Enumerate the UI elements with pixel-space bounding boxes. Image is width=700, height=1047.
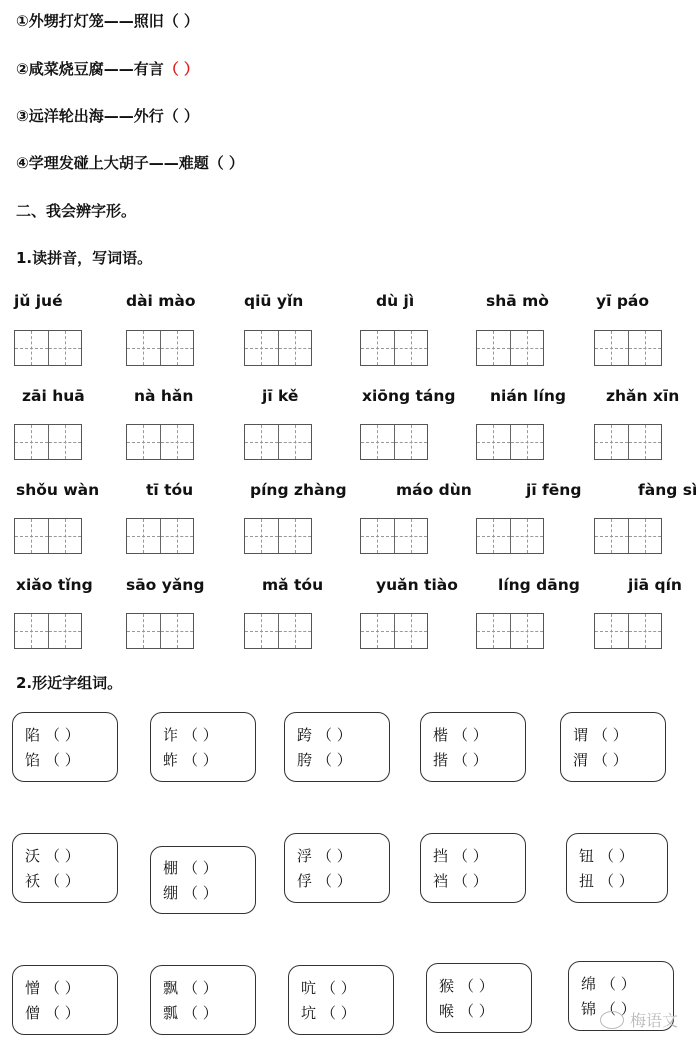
writing-cell[interactable] [15,331,48,365]
character: 钮 [579,847,595,865]
answer-blank[interactable]: （ ） [453,872,488,890]
writing-cell[interactable] [595,331,628,365]
answer-blank[interactable]: （ ） [593,751,628,769]
writing-grid[interactable] [594,518,662,554]
character: 胯 [297,751,313,769]
char-row [579,845,667,866]
char-row [433,724,525,745]
pinyin-label: dài mào [126,292,196,310]
writing-cell[interactable] [595,614,628,648]
answer-paren: （ ） [163,12,199,30]
riddle-text: ②咸菜烧豆腐——有言 [16,60,164,78]
writing-grid[interactable] [360,613,428,649]
writing-cell[interactable] [160,614,194,648]
character: 猴 [439,977,455,995]
char-pair-box [566,833,668,903]
char-pair-box [288,965,394,1035]
char-row [433,845,525,866]
character: 陷 [25,726,41,744]
pinyin-label: dù jì [376,292,415,310]
writing-cell[interactable] [15,614,48,648]
writing-grid[interactable] [126,518,194,554]
pinyin-label: xiōng táng [362,387,456,405]
riddle-4 [16,152,244,173]
writing-cell[interactable] [160,331,194,365]
char-row [579,870,667,891]
char-row [433,749,525,770]
character: 瓢 [163,1004,179,1022]
writing-grid[interactable] [594,330,662,366]
char-pair-box [420,833,526,903]
writing-grid[interactable] [126,613,194,649]
writing-cell[interactable] [361,331,394,365]
answer-blank[interactable]: （ ） [601,1000,636,1018]
writing-grid[interactable] [594,613,662,649]
writing-cell[interactable] [595,519,628,553]
answer-blank[interactable]: （ ） [45,847,80,865]
char-row [163,882,255,903]
pinyin-label: nián líng [490,387,566,405]
writing-cell[interactable] [245,331,278,365]
writing-cell[interactable] [595,425,628,459]
pinyin-label: jī kě [262,387,299,405]
answer-blank[interactable]: （ ） [317,726,352,744]
writing-cell[interactable] [510,331,544,365]
char-pair-box [150,965,256,1035]
answer-blank[interactable]: （ ） [459,977,494,995]
writing-grid[interactable] [476,518,544,554]
character: 绷 [163,884,179,902]
character: 绵 [581,975,597,993]
pinyin-label: nà hǎn [134,387,194,405]
char-row [25,749,117,770]
riddle-2 [16,58,199,79]
writing-cell[interactable] [245,519,278,553]
writing-cell[interactable] [510,519,544,553]
writing-cell[interactable] [15,519,48,553]
riddle-text: ④学理发碰上大胡子——难题 [16,154,209,172]
writing-cell[interactable] [628,614,662,648]
riddle-3 [16,105,199,126]
answer-blank[interactable]: （ ） [453,847,488,865]
writing-grid[interactable] [476,613,544,649]
char-pair-box [12,965,118,1035]
answer-paren: （ ） [163,60,199,78]
riddle-text: ③远洋轮出海——外行 [16,107,164,125]
character: 僧 [25,1004,41,1022]
character: 锦 [581,1000,597,1018]
char-row [25,724,117,745]
answer-blank[interactable]: （ ） [317,751,352,769]
char-pair-box [12,712,118,782]
writing-cell[interactable] [160,425,194,459]
writing-cell[interactable] [628,425,662,459]
char-row [25,870,117,891]
writing-cell[interactable] [245,425,278,459]
character: 沃 [25,847,41,865]
writing-grid[interactable] [594,424,662,460]
answer-blank[interactable]: （ ） [183,859,218,877]
character: 蚱 [163,751,179,769]
answer-blank[interactable]: （ ） [183,979,218,997]
writing-grid[interactable] [14,518,82,554]
answer-blank[interactable]: （ ） [601,975,636,993]
writing-grid[interactable] [244,424,312,460]
writing-cell[interactable] [48,614,82,648]
writing-grid[interactable] [244,330,312,366]
char-row [573,749,665,770]
writing-grid[interactable] [14,330,82,366]
pinyin-label: líng dāng [498,576,580,594]
char-row [297,724,389,745]
writing-grid[interactable] [244,613,312,649]
answer-blank[interactable]: （ ） [317,847,352,865]
writing-cell[interactable] [394,614,428,648]
writing-grid[interactable] [360,330,428,366]
character: 谓 [573,726,589,744]
char-row [25,1002,117,1023]
char-pair-box [284,833,390,903]
answer-blank[interactable]: （ ） [599,872,634,890]
character: 渭 [573,751,589,769]
pinyin-label: zhǎn xīn [606,387,680,405]
writing-cell[interactable] [477,519,510,553]
pinyin-label: shǒu wàn [16,481,100,499]
writing-cell[interactable] [394,331,428,365]
pinyin-label: qiū yǐn [244,292,304,310]
answer-blank[interactable]: （ ） [45,979,80,997]
writing-cell[interactable] [394,425,428,459]
character: 袄 [25,872,41,890]
char-row [163,977,255,998]
char-row [301,977,393,998]
character: 扭 [579,872,595,890]
char-pair-box [284,712,390,782]
watermark-text: 梅语文 [629,1011,678,1030]
pinyin-label: shā mò [486,292,549,310]
character: 挡 [433,847,449,865]
writing-cell[interactable] [361,519,394,553]
answer-blank[interactable]: （ ） [183,1004,218,1022]
char-pair-box [560,712,666,782]
character: 飘 [163,979,179,997]
pinyin-label: fàng sì [638,481,698,499]
answer-blank[interactable]: （ ） [321,1004,356,1022]
writing-cell[interactable] [160,519,194,553]
writing-grid[interactable] [476,330,544,366]
writing-cell[interactable] [127,519,160,553]
character: 诈 [163,726,179,744]
writing-cell[interactable] [127,331,160,365]
writing-cell[interactable] [477,614,510,648]
char-pair-box [150,712,256,782]
writing-cell[interactable] [48,519,82,553]
char-row [25,845,117,866]
writing-grid[interactable] [360,424,428,460]
answer-blank[interactable]: （ ） [453,726,488,744]
char-row [433,870,525,891]
riddle-1 [16,10,199,31]
writing-grid[interactable] [14,424,82,460]
writing-cell[interactable] [628,331,662,365]
char-row [163,1002,255,1023]
writing-cell[interactable] [127,425,160,459]
writing-grid[interactable] [126,330,194,366]
answer-blank[interactable]: （ ） [183,884,218,902]
char-pair-box [420,712,526,782]
writing-cell[interactable] [278,425,312,459]
writing-grid[interactable] [476,424,544,460]
writing-cell[interactable] [127,614,160,648]
char-row [163,724,255,745]
character: 楷 [433,726,449,744]
character: 馅 [25,751,41,769]
answer-blank[interactable]: （ ） [453,751,488,769]
char-row [301,1002,393,1023]
writing-cell[interactable] [361,614,394,648]
answer-blank[interactable]: （ ） [317,872,352,890]
character: 喉 [439,1002,455,1020]
answer-paren: （ ） [208,154,244,172]
char-row [297,870,389,891]
pinyin-label: jī fēng [526,481,582,499]
char-row [25,977,117,998]
answer-blank[interactable]: （ ） [599,847,634,865]
pinyin-label: sāo yǎng [126,576,205,594]
writing-cell[interactable] [394,519,428,553]
writing-cell[interactable] [628,519,662,553]
char-pair-box [12,833,118,903]
character: 吭 [301,979,317,997]
character: 浮 [297,847,313,865]
pinyin-label: zāi huā [22,387,85,405]
writing-cell[interactable] [245,614,278,648]
pinyin-label: jiā qín [628,576,682,594]
pinyin-label: xiǎo tǐng [16,576,93,594]
answer-blank[interactable]: （ ） [45,1004,80,1022]
section-title: 二、我会辨字形。 [16,202,137,220]
pinyin-label: máo dùn [396,481,472,499]
answer-blank[interactable]: （ ） [321,979,356,997]
writing-cell[interactable] [278,331,312,365]
char-row [573,724,665,745]
char-row [163,749,255,770]
writing-cell[interactable] [278,519,312,553]
writing-cell[interactable] [510,614,544,648]
char-row [163,857,255,878]
writing-cell[interactable] [477,331,510,365]
char-row [581,973,673,994]
writing-grid[interactable] [360,518,428,554]
char-row [297,845,389,866]
answer-blank[interactable]: （ ） [593,726,628,744]
char-row [297,749,389,770]
writing-cell[interactable] [477,425,510,459]
answer-blank[interactable]: （ ） [459,1002,494,1020]
answer-blank[interactable]: （ ） [45,751,80,769]
answer-blank[interactable]: （ ） [45,726,80,744]
pinyin-label: píng zhàng [250,481,347,499]
subsection-title: 2.形近字组词。 [16,674,123,692]
char-pair-box [426,963,532,1033]
writing-cell[interactable] [361,425,394,459]
char-row [439,975,531,996]
pinyin-label: tī tóu [146,481,194,499]
character: 裆 [433,872,449,890]
writing-grid[interactable] [126,424,194,460]
pinyin-label: yuǎn tiào [376,576,458,594]
answer-blank[interactable]: （ ） [45,872,80,890]
wechat-icon [600,1011,624,1029]
pinyin-label: mǎ tóu [262,576,324,594]
writing-grid[interactable] [14,613,82,649]
answer-blank[interactable]: （ ） [183,751,218,769]
character: 憎 [25,979,41,997]
pinyin-label: yī páo [596,292,650,310]
writing-grid[interactable] [244,518,312,554]
writing-cell[interactable] [15,425,48,459]
char-row [439,1000,531,1021]
writing-cell[interactable] [48,425,82,459]
character: 跨 [297,726,313,744]
watermark [600,1008,678,1031]
answer-blank[interactable]: （ ） [183,726,218,744]
character: 揩 [433,751,449,769]
writing-cell[interactable] [48,331,82,365]
pinyin-label: jǔ jué [14,292,63,310]
writing-cell[interactable] [510,425,544,459]
riddle-text: ①外甥打灯笼——照旧 [16,12,164,30]
character: 俘 [297,872,313,890]
character: 坑 [301,1004,317,1022]
writing-cell[interactable] [278,614,312,648]
subsection-title: 1.读拼音，写词语。 [16,249,153,267]
char-pair-box [150,846,256,914]
character: 棚 [163,859,179,877]
answer-paren: （ ） [163,107,199,125]
